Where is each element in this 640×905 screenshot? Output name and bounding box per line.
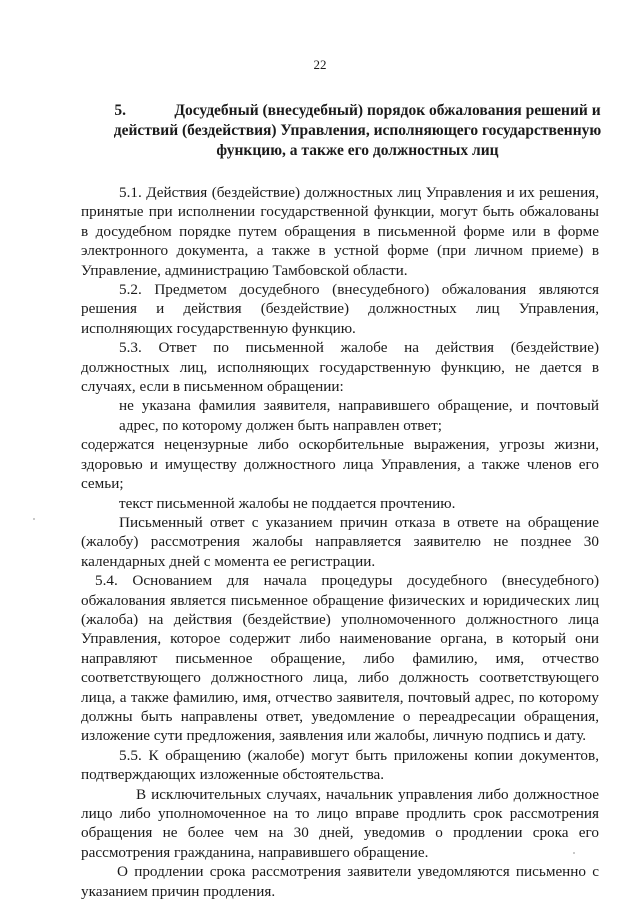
paragraph-5-2: 5.2. Предметом досудебного (внесудебного) обжалования являются решения и действия (бездействие) должностных лиц Управления, исполняющих государственную функцию. [81, 281, 599, 337]
section-title: Досудебный (внесудебный) порядок обжалования решений и действий (бездействия) Управления, исполняющего государственную функцию, а также его должностных лиц [113, 102, 602, 159]
scan-speck [33, 518, 35, 520]
paragraph-5-5: 5.5. К обращению (жалобе) могут быть приложены копии документов, подтверждающих изложенные обстоятельства. [81, 746, 599, 784]
paragraph-5-1: 5.1. Действия (бездействие) должностных лиц Управления и их решения, принятые при исполнении государственной функции, могут быть обжалованы в досудебном порядке путем обращения в письменной форме или в форме электронного документа, а также в устной форме (при личном приеме) в Управление, администрацию Тамбовской области. [81, 184, 599, 279]
list-item-no-surname: не указана фамилия заявителя, направившего обращение, и почтовый адрес, по которому должен быть направлен ответ; [119, 397, 599, 434]
section-number: 5. [114, 102, 126, 119]
page-number: 22 [313, 57, 327, 72]
paragraph-exceptional-cases: В исключительных случаях, начальник управления либо должностное лицо либо уполномоченное на то лицо вправе продлить срок рассмотрения обращения не более чем на 30 дней, уведомив о продлении срока его рассмотрения гражданина, направившего обращение. [81, 785, 599, 861]
section-heading [105, 101, 610, 161]
scan-speck [573, 852, 575, 854]
paragraph-extension-notice: О продлении срока рассмотрения заявители уведомляются письменно с указанием причин продления. [81, 863, 599, 900]
list-item-unreadable: текст письменной жалобы не поддается прочтению. [119, 494, 456, 512]
document-body [81, 183, 599, 901]
paragraph-written-answer: Письменный ответ с указанием причин отказа в ответе на обращение (жалобу) рассмотрения жалобы направляется заявителю не позднее 30 календарных дней с момента ее регистрации. [81, 513, 599, 570]
list-item-obscene: содержатся нецензурные либо оскорбительные выражения, угрозы жизни, здоровью и имуществу должностного лица Управления, а также членов его семьи; [81, 436, 599, 493]
paragraph-5-4: 5.4. Основанием для начала процедуры досудебного (внесудебного) обжалования является письменное обращение физических и юридических лиц (жалоба) на действия (бездействие) уполномоченного должностного лица Управления, которое содержит либо наименование органа, в который они направляют письменное обращение, либо фамилию, имя, отчество соответствующего должностного лица, либо должность соответствующего лица, а также фамилию, имя, отчество заявителя, почтовый адрес, по которому должны быть направлены ответ, уведомление о переадресации обращения, изложение сути предложения, заявления или жалобы, личную подпись и дату. [81, 572, 599, 745]
paragraph-5-3: 5.3. Ответ по письменной жалобе на действия (бездействие) должностных лиц, исполняющих государственную функцию, не дается в случаях, если в письменном обращении: [81, 339, 599, 396]
